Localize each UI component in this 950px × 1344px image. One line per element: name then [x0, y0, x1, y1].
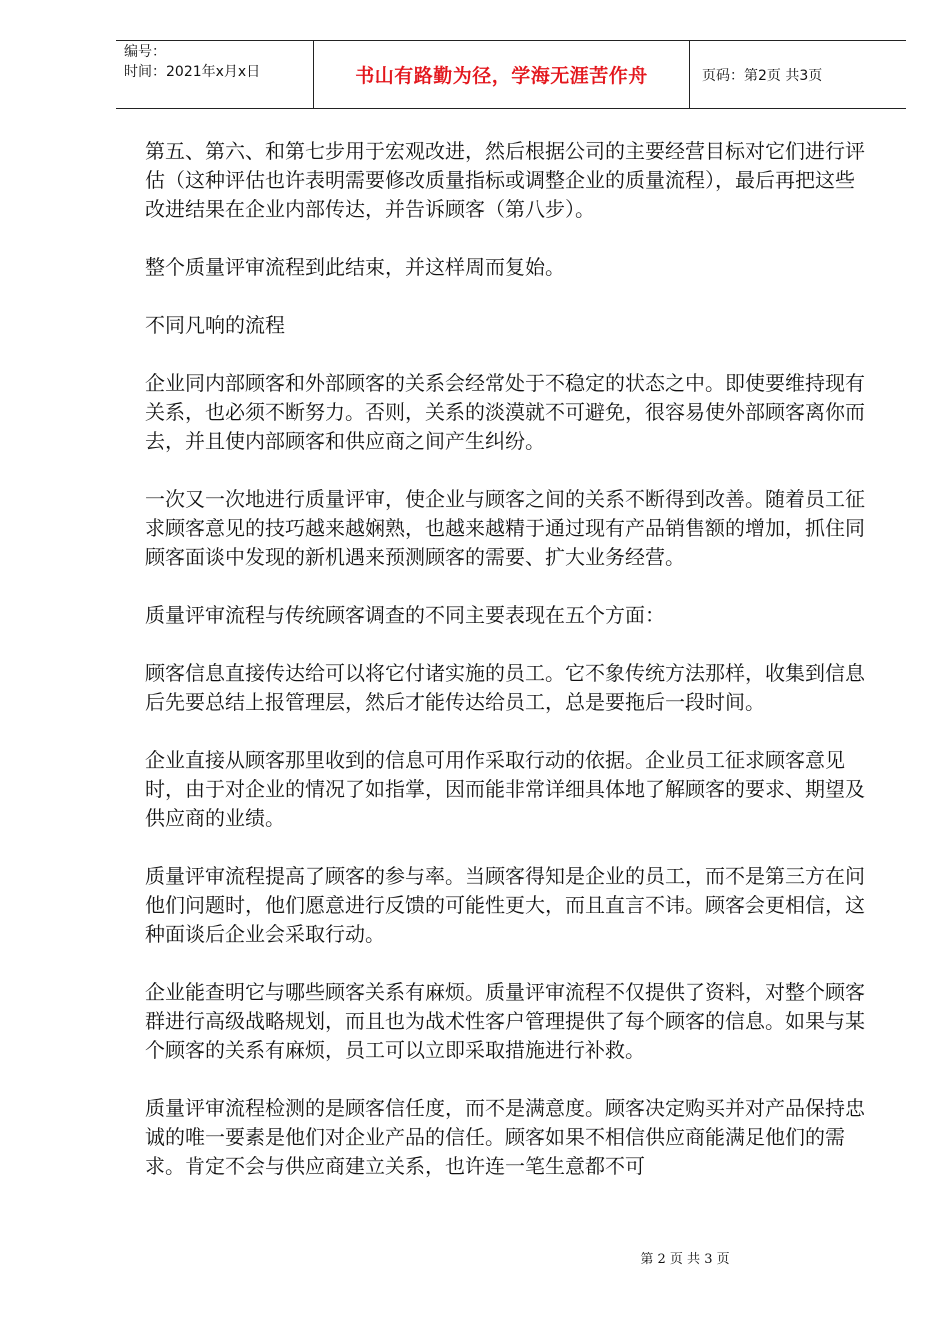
section-heading: 不同凡响的流程 [145, 313, 285, 337]
header-meta-cell [116, 41, 314, 108]
paragraph-7: 顾客信息直接传达给可以将它付诸实施的员工。它不象传统方法那样，收集到信息后先要总结上报管理层，然后才能传达给员工，总是要拖后一段时间。 [145, 661, 865, 714]
document-number-label: 编号： [124, 44, 166, 60]
document-time-label: 时间：2021年x月x日 [124, 64, 261, 80]
paragraph-5: 一次又一次地进行质量评审，使企业与顾客之间的关系不断得到改善。随着员工征求顾客意见的技巧越来越娴熟，也越来越精于通过现有产品销售额的增加，抓住同顾客面谈中发现的新机遇来预测顾客的需要、扩大业务经营。 [145, 487, 865, 569]
paragraph-8: 企业直接从顾客那里收到的信息可用作采取行动的依据。企业员工征求顾客意见时，由于对企业的情况了如指掌，因而能非常详细具体地了解顾客的要求、期望及供应商的业绩。 [145, 748, 865, 830]
paragraph-1: 第五、第六、和第七步用于宏观改进，然后根据公司的主要经营目标对它们进行评估（这种评估也许表明需要修改质量指标或调整企业的质量流程），最后再把这些改进结果在企业内部传达，并告诉顾客（第八步）。 [145, 139, 865, 221]
paragraph-9: 质量评审流程提高了顾客的参与率。当顾客得知是企业的员工，而不是第三方在问他们问题时，他们愿意进行反馈的可能性更大，而且直言不讳。顾客会更相信，这种面谈后企业会采取行动。 [145, 864, 865, 946]
paragraph-4: 企业同内部顾客和外部顾客的关系会经常处于不稳定的状态之中。即使要维持现有关系，也必须不断努力。否则，关系的淡漠就不可避免，很容易使外部顾客离你而去，并且使内部顾客和供应商之间产生纠纷。 [145, 371, 865, 453]
paragraph-10: 企业能查明它与哪些顾客关系有麻烦。质量评审流程不仅提供了资料，对整个顾客群进行高级战略规划，而且也为战术性客户管理提供了每个顾客的信息。如果与某个顾客的关系有麻烦，员工可以立即采取措施进行补救。 [145, 980, 865, 1062]
page-footer: 第 2 页 共 3 页 [640, 1252, 730, 1267]
paragraph-2: 整个质量评审流程到此结束，并这样周而复始。 [145, 255, 565, 279]
document-body [145, 137, 865, 1210]
page-header [116, 40, 906, 109]
header-motto: 书山有路勤为径，学海无涯苦作舟 [314, 41, 690, 108]
paragraph-11: 质量评审流程检测的是顾客信任度，而不是满意度。顾客决定购买并对产品保持忠诚的唯一要素是他们对企业产品的信任。顾客如果不相信供应商能满足他们的需求。肯定不会与供应商建立关系，也许连一笔生意都不可 [145, 1096, 865, 1178]
header-page-number: 页码：第2页 共3页 [702, 67, 823, 84]
paragraph-6: 质量评审流程与传统顾客调查的不同主要表现在五个方面： [145, 603, 665, 627]
